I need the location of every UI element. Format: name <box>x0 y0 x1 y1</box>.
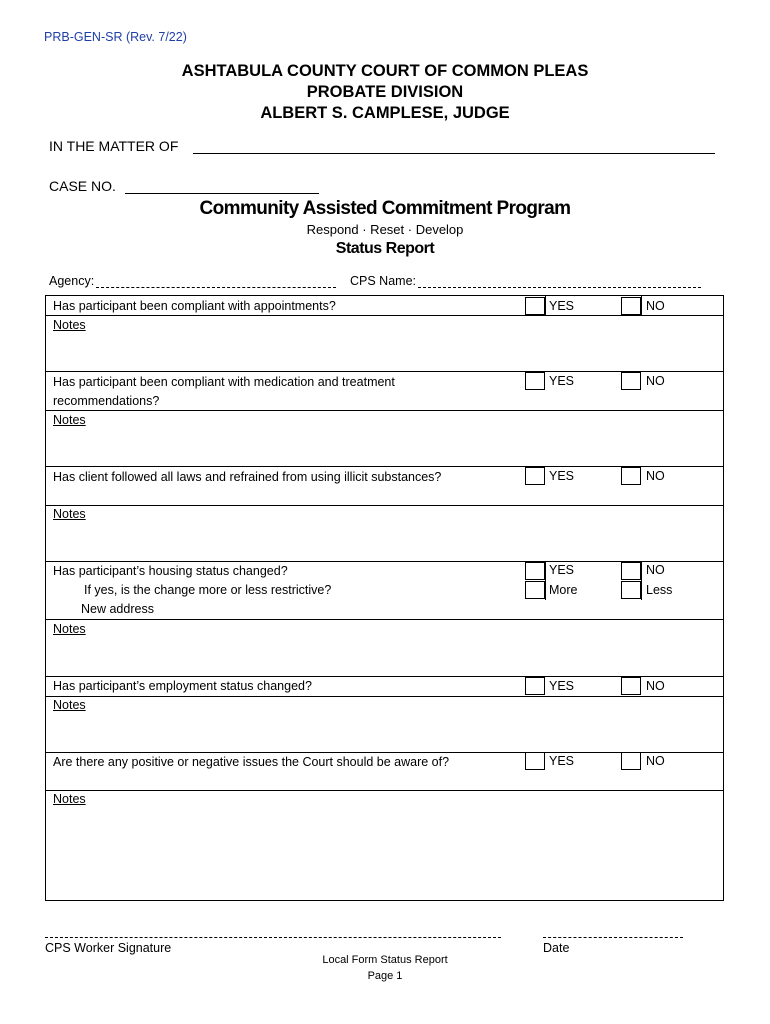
q5-no-label: NO <box>646 679 665 693</box>
question-issues: Are there any positive or negative issues the Court should be aware of? <box>53 755 450 769</box>
q4-less-label: Less <box>646 583 673 597</box>
question-employment: Has participant’s employment status changed? <box>53 679 312 693</box>
q1-yes-checkbox[interactable] <box>525 297 545 315</box>
question-appointments: Has participant been compliant with appointments? <box>53 299 336 313</box>
q3-no-checkbox[interactable] <box>621 467 641 485</box>
q5-yes-checkbox[interactable] <box>525 677 545 695</box>
col-divider <box>641 561 642 600</box>
q1-no-label: NO <box>646 299 665 313</box>
question-medication: Has participant been compliant with medication and treatment <box>53 375 395 389</box>
q3-no-label: NO <box>646 469 665 483</box>
question-laws: Has client followed all laws and refrained from using illicit substances? <box>53 470 442 484</box>
q4-more-checkbox[interactable] <box>525 581 545 599</box>
q5-no-checkbox[interactable] <box>621 677 641 695</box>
court-name: ASHTABULA COUNTY COURT OF COMMON PLEAS <box>181 62 589 80</box>
question-medication-cont: recommendations? <box>53 394 160 408</box>
row-divider <box>45 619 724 620</box>
q2-no-label: NO <box>646 374 665 388</box>
worker-signature-label: CPS Worker Signature <box>45 941 172 955</box>
q4-no-checkbox[interactable] <box>621 562 641 580</box>
date-line[interactable] <box>543 937 683 938</box>
report-title: Status Report <box>335 240 435 257</box>
q2-yes-label: YES <box>549 374 575 388</box>
q1-no-checkbox[interactable] <box>621 297 641 315</box>
row-divider <box>45 505 724 506</box>
agency-label: Agency: <box>49 274 95 288</box>
footer-form-name: Local Form Status Report <box>322 954 448 966</box>
q1-notes-label: Notes <box>53 318 86 332</box>
q3-notes-label: Notes <box>53 507 86 521</box>
agency-field[interactable] <box>96 274 336 288</box>
row-divider <box>45 696 724 697</box>
q6-yes-checkbox[interactable] <box>525 752 545 770</box>
signature-line[interactable] <box>45 937 501 938</box>
q6-no-label: NO <box>646 754 665 768</box>
q6-no-checkbox[interactable] <box>621 752 641 770</box>
program-subtitle: Respond · Reset · Develop <box>306 222 464 237</box>
date-label: Date <box>543 941 570 955</box>
question-housing: Has participant’s housing status changed? <box>53 564 288 578</box>
q2-no-checkbox[interactable] <box>621 372 641 390</box>
q6-yes-label: YES <box>549 754 575 768</box>
footer-page: Page 1 <box>367 970 403 982</box>
q6-notes-label: Notes <box>53 792 86 806</box>
division-name: PROBATE DIVISION <box>306 83 464 101</box>
row-divider <box>45 790 724 791</box>
col-divider <box>545 561 546 600</box>
q4-less-checkbox[interactable] <box>621 581 641 599</box>
col-divider <box>545 295 546 315</box>
case-number-field[interactable] <box>125 178 319 194</box>
q2-notes-label: Notes <box>53 413 86 427</box>
col-divider <box>641 295 642 315</box>
cps-name-field[interactable] <box>418 274 701 288</box>
form-id: PRB-GEN-SR (Rev. 7/22) <box>44 30 187 44</box>
q2-yes-checkbox[interactable] <box>525 372 545 390</box>
matter-label: IN THE MATTER OF <box>49 138 179 154</box>
q3-yes-label: YES <box>549 469 575 483</box>
q5-yes-label: YES <box>549 679 575 693</box>
judge-name: ALBERT S. CAMPLESE, JUDGE <box>260 104 510 122</box>
case-label: CASE NO. <box>49 178 116 194</box>
cps-name-label: CPS Name: <box>350 274 416 288</box>
program-title: Community Assisted Commitment Program <box>199 198 571 219</box>
q4-more-label: More <box>549 583 578 597</box>
q4-yes-label: YES <box>549 563 575 577</box>
q1-yes-label: YES <box>549 299 575 313</box>
q4-no-label: NO <box>646 563 665 577</box>
q3-yes-checkbox[interactable] <box>525 467 545 485</box>
q5-notes-label: Notes <box>53 698 86 712</box>
question-housing-address: New address <box>81 602 154 616</box>
q4-notes-label: Notes <box>53 622 86 636</box>
q4-yes-checkbox[interactable] <box>525 562 545 580</box>
matter-field[interactable] <box>193 138 715 154</box>
question-housing-restrictive: If yes, is the change more or less restrictive? <box>84 583 332 597</box>
